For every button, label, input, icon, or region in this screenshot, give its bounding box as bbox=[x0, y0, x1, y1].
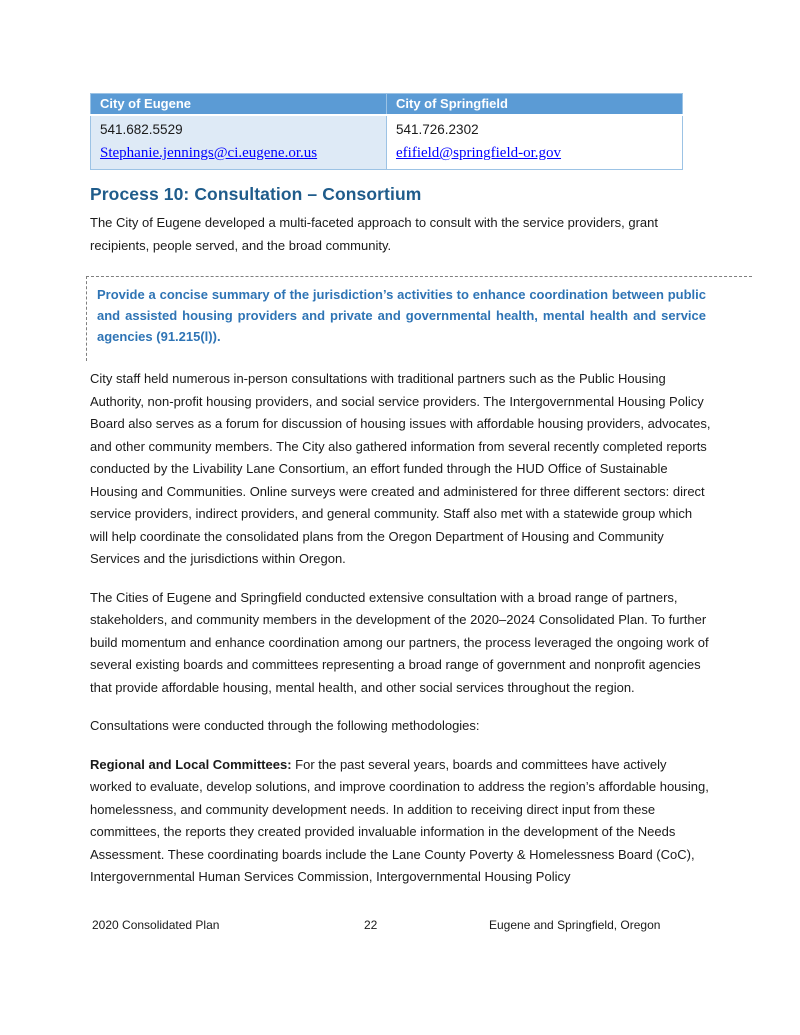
question-box-text: Provide a concise summary of the jurisdiction’s activities to enhance coordination between public and assisted housing providers and private and governmental health, mental health and service agencies (91.215(l)). bbox=[97, 287, 706, 344]
footer-location: Eugene and Springfield, Oregon bbox=[489, 918, 661, 932]
email-link-eugene[interactable]: Stephanie.jennings@ci.eugene.or.us bbox=[100, 145, 318, 161]
contact-cell-eugene bbox=[91, 115, 387, 170]
phone-springfield: 541.726.2302 bbox=[396, 122, 479, 137]
body-paragraph-3: Consultations were conducted through the following methodologies: bbox=[90, 718, 480, 733]
footer-doc-title: 2020 Consolidated Plan bbox=[92, 918, 220, 932]
contact-header-springfield: City of Springfield bbox=[387, 94, 683, 116]
body-paragraph-4 bbox=[90, 754, 712, 889]
footer-page-number: 22 bbox=[364, 918, 378, 932]
body-paragraph-2: The Cities of Eugene and Springfield conducted extensive consultation with a broad range of partners, stakeholders, and community members in the development of the 2020–2024 Consolidated Plan. To further build momentum and enhance coordination among our partners, the process leveraged the ongoing work of several existing boards and committees representing a broad range of government and nonprofit agencies that provide affordable housing, mental health, and other social services throughout the region. bbox=[90, 589, 709, 695]
contact-header-eugene: City of Eugene bbox=[91, 94, 387, 116]
contact-table-data-row bbox=[91, 115, 683, 170]
question-box bbox=[86, 276, 752, 361]
contact-table-header-row bbox=[91, 94, 683, 116]
contact-table bbox=[90, 93, 683, 170]
paragraph-lead-bold: Regional and Local Committees: bbox=[90, 756, 292, 772]
section-heading: Process 10: Consultation – Consortium bbox=[90, 184, 422, 204]
body-paragraph-1: City staff held numerous in-person consultations with traditional partners such as the Public Housing Authority, non-profit housing providers, and social service providers. The Intergovernmental Housing Policy Board also serves as a forum for discussion of housing issues with affordable housing providers, advocates, and other community members. The City also gathered information from several recently completed reports conducted by the Livability Lane Consortium, an effort funded through the HUD Office of Sustainable Housing and Communities. Online surveys were created and administered for three different sectors: direct service providers, indirect providers, and general community. Staff also met with a statewide group which will help coordinate the consolidated plans from the Oregon Department of Housing and Community Services and the jurisdictions within Oregon. bbox=[90, 371, 711, 566]
intro-paragraph: The City of Eugene developed a multi-faceted approach to consult with the service providers, grant recipients, people served, and the broad community. bbox=[90, 215, 658, 253]
contact-cell-springfield bbox=[387, 115, 683, 170]
paragraph-4-text: For the past several years, boards and committees have actively worked to evaluate, develop solutions, and improve coordination to address the region’s affordable housing, homelessness, and community development needs. In addition to receiving direct input from these committees, the reports they created provided invaluable information in the development of the Needs Assessment. These coordinating boards include the Lane County Poverty & Homelessness Board (CoC), Intergovernmental Human Services Commission, Intergovernmental Housing Policy bbox=[90, 756, 709, 884]
phone-eugene: 541.682.5529 bbox=[100, 122, 183, 137]
page-footer bbox=[92, 918, 714, 938]
email-link-springfield[interactable]: efifield@springfield-or.gov bbox=[396, 145, 562, 161]
